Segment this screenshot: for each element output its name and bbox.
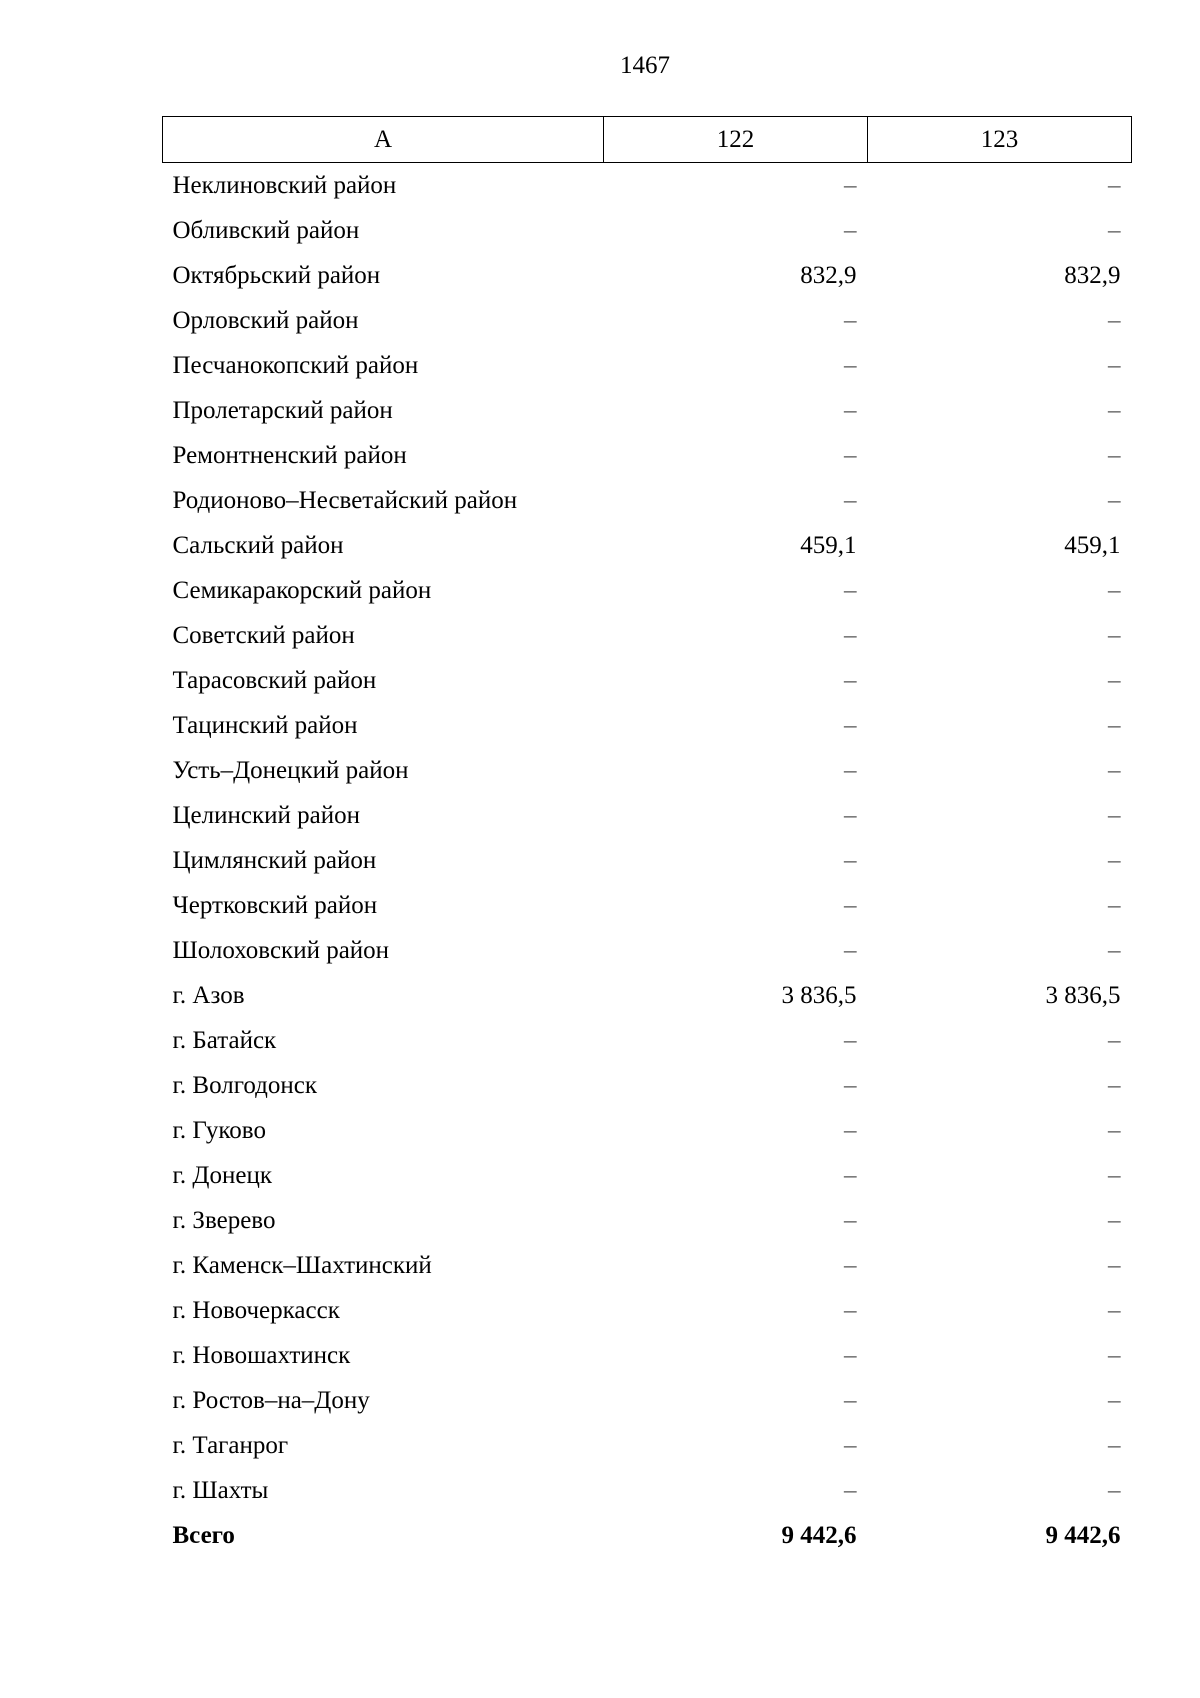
row-value-123: – bbox=[1108, 1071, 1121, 1099]
table-row bbox=[163, 1333, 1132, 1378]
row-value-122: – bbox=[844, 216, 857, 244]
row-value-122: – bbox=[844, 1296, 857, 1324]
row-name: г. Донецк bbox=[172, 1161, 272, 1189]
row-value-123: – bbox=[1108, 1341, 1121, 1369]
row-name: г. Батайск bbox=[172, 1026, 277, 1054]
row-value-122: – bbox=[844, 171, 857, 199]
row-value-122: – bbox=[844, 1026, 857, 1054]
table-row bbox=[163, 1108, 1132, 1153]
table-row bbox=[163, 1198, 1132, 1243]
row-name: г. Гуково bbox=[172, 1116, 266, 1144]
table-row bbox=[163, 883, 1132, 928]
header-col-a: А bbox=[163, 117, 604, 163]
row-name: Цимлянский район bbox=[172, 846, 377, 874]
row-value-122: – bbox=[844, 1116, 857, 1144]
row-name: г. Таганрог bbox=[172, 1431, 289, 1459]
row-name: г. Шахты bbox=[172, 1476, 269, 1504]
row-name: Обливский район bbox=[172, 216, 360, 244]
row-value-122: – bbox=[844, 1476, 857, 1504]
table-row bbox=[163, 568, 1132, 613]
total-label: Всего bbox=[172, 1521, 235, 1549]
row-value-122: – bbox=[844, 1431, 857, 1459]
row-name: Семикаракорский район bbox=[172, 576, 432, 604]
row-value-123: – bbox=[1108, 171, 1121, 199]
row-value-122: – bbox=[844, 1071, 857, 1099]
row-value-123: – bbox=[1108, 1476, 1121, 1504]
row-value-123: – bbox=[1108, 666, 1121, 694]
row-name: Октябрьский район bbox=[172, 261, 381, 289]
row-value-123: – bbox=[1108, 1161, 1121, 1189]
header-col-123: 123 bbox=[868, 117, 1132, 163]
row-name: г. Ростов–на–Дону bbox=[172, 1386, 370, 1414]
data-table bbox=[162, 116, 1132, 1558]
table-body bbox=[163, 163, 1132, 1559]
row-name: Чертковский район bbox=[172, 891, 378, 919]
table-row bbox=[163, 1288, 1132, 1333]
row-value-123: – bbox=[1108, 711, 1121, 739]
table-row bbox=[163, 658, 1132, 703]
row-name: Целинский район bbox=[172, 801, 360, 829]
row-value-123: 459,1 bbox=[1064, 531, 1121, 559]
row-value-123: – bbox=[1108, 1296, 1121, 1324]
row-value-123: – bbox=[1108, 441, 1121, 469]
row-name: г. Зверево bbox=[172, 1206, 276, 1234]
table-row bbox=[163, 343, 1132, 388]
row-value-122: – bbox=[844, 576, 857, 604]
row-value-123: – bbox=[1108, 1431, 1121, 1459]
table-row bbox=[163, 1153, 1132, 1198]
row-value-122: – bbox=[844, 801, 857, 829]
table-row bbox=[163, 298, 1132, 343]
row-name: Родионово–Несветайский район bbox=[172, 486, 518, 514]
row-name: Сальский район bbox=[172, 531, 344, 559]
row-value-123: – bbox=[1108, 306, 1121, 334]
row-value-123: – bbox=[1108, 621, 1121, 649]
total-value-122: 9 442,6 bbox=[781, 1521, 857, 1549]
table-row bbox=[163, 388, 1132, 433]
row-value-123: – bbox=[1108, 486, 1121, 514]
row-value-122: – bbox=[844, 1206, 857, 1234]
table-row bbox=[163, 748, 1132, 793]
row-value-123: – bbox=[1108, 576, 1121, 604]
row-value-123: – bbox=[1108, 1386, 1121, 1414]
row-value-123: – bbox=[1108, 756, 1121, 784]
row-value-122: – bbox=[844, 486, 857, 514]
row-name: г. Новошахтинск bbox=[172, 1341, 351, 1369]
row-value-123: – bbox=[1108, 1026, 1121, 1054]
row-value-123: 832,9 bbox=[1064, 261, 1121, 289]
row-value-123: – bbox=[1108, 936, 1121, 964]
row-name: г. Новочеркасск bbox=[172, 1296, 340, 1324]
row-name: Пролетарский район bbox=[172, 396, 393, 424]
row-name: Советский район bbox=[172, 621, 355, 649]
page-number: 1467 bbox=[620, 52, 670, 79]
table-row bbox=[163, 1423, 1132, 1468]
table-row bbox=[163, 928, 1132, 973]
row-value-122: – bbox=[844, 306, 857, 334]
row-value-123: – bbox=[1108, 801, 1121, 829]
row-value-122: – bbox=[844, 441, 857, 469]
row-name: Неклиновский район bbox=[172, 171, 397, 199]
table-row bbox=[163, 793, 1132, 838]
row-value-122: – bbox=[844, 1161, 857, 1189]
row-value-122: – bbox=[844, 936, 857, 964]
row-value-122: – bbox=[844, 711, 857, 739]
row-value-122: – bbox=[844, 1386, 857, 1414]
row-value-122: – bbox=[844, 846, 857, 874]
row-value-123: – bbox=[1108, 1251, 1121, 1279]
row-value-123: – bbox=[1108, 216, 1121, 244]
table-row bbox=[163, 523, 1132, 568]
row-value-122: – bbox=[844, 666, 857, 694]
table-row bbox=[163, 1018, 1132, 1063]
table-row bbox=[163, 1468, 1132, 1513]
row-value-122: – bbox=[844, 621, 857, 649]
total-row bbox=[163, 1513, 1132, 1558]
row-value-123: 3 836,5 bbox=[1045, 981, 1121, 1009]
table-row bbox=[163, 433, 1132, 478]
table-row bbox=[163, 703, 1132, 748]
row-value-123: – bbox=[1108, 396, 1121, 424]
total-value-123: 9 442,6 bbox=[1045, 1521, 1121, 1549]
table-row bbox=[163, 838, 1132, 883]
row-value-123: – bbox=[1108, 351, 1121, 379]
row-name: г. Азов bbox=[172, 981, 245, 1009]
row-name: г. Каменск–Шахтинский bbox=[172, 1251, 432, 1279]
row-name: Песчанокопский район bbox=[172, 351, 419, 379]
table-row bbox=[163, 208, 1132, 253]
row-name: Орловский район bbox=[172, 306, 359, 334]
header-row bbox=[163, 117, 1132, 163]
row-value-122: – bbox=[844, 1251, 857, 1279]
row-name: Тацинский район bbox=[172, 711, 358, 739]
row-value-123: – bbox=[1108, 846, 1121, 874]
row-value-122: – bbox=[844, 351, 857, 379]
header-col-122: 122 bbox=[604, 117, 868, 163]
row-value-122: – bbox=[844, 1341, 857, 1369]
row-value-122: 459,1 bbox=[800, 531, 857, 559]
row-value-123: – bbox=[1108, 1116, 1121, 1144]
row-value-123: – bbox=[1108, 891, 1121, 919]
table-row bbox=[163, 1243, 1132, 1288]
table-row bbox=[163, 1378, 1132, 1423]
table-header bbox=[163, 117, 1132, 163]
row-value-122: – bbox=[844, 396, 857, 424]
table-row bbox=[163, 253, 1132, 298]
table-row bbox=[163, 478, 1132, 523]
row-value-122: – bbox=[844, 891, 857, 919]
table-row bbox=[163, 1063, 1132, 1108]
table-row bbox=[163, 973, 1132, 1018]
row-name: Усть–Донецкий район bbox=[172, 756, 409, 784]
table-row bbox=[163, 613, 1132, 658]
data-table-container bbox=[162, 116, 1131, 1558]
row-value-122: 832,9 bbox=[800, 261, 857, 289]
row-value-122: 3 836,5 bbox=[781, 981, 857, 1009]
row-value-123: – bbox=[1108, 1206, 1121, 1234]
row-name: Шолоховский район bbox=[172, 936, 390, 964]
table-row bbox=[163, 163, 1132, 209]
row-name: Тарасовский район bbox=[172, 666, 377, 694]
row-name: г. Волгодонск bbox=[172, 1071, 318, 1099]
row-name: Ремонтненский район bbox=[172, 441, 407, 469]
row-value-122: – bbox=[844, 756, 857, 784]
